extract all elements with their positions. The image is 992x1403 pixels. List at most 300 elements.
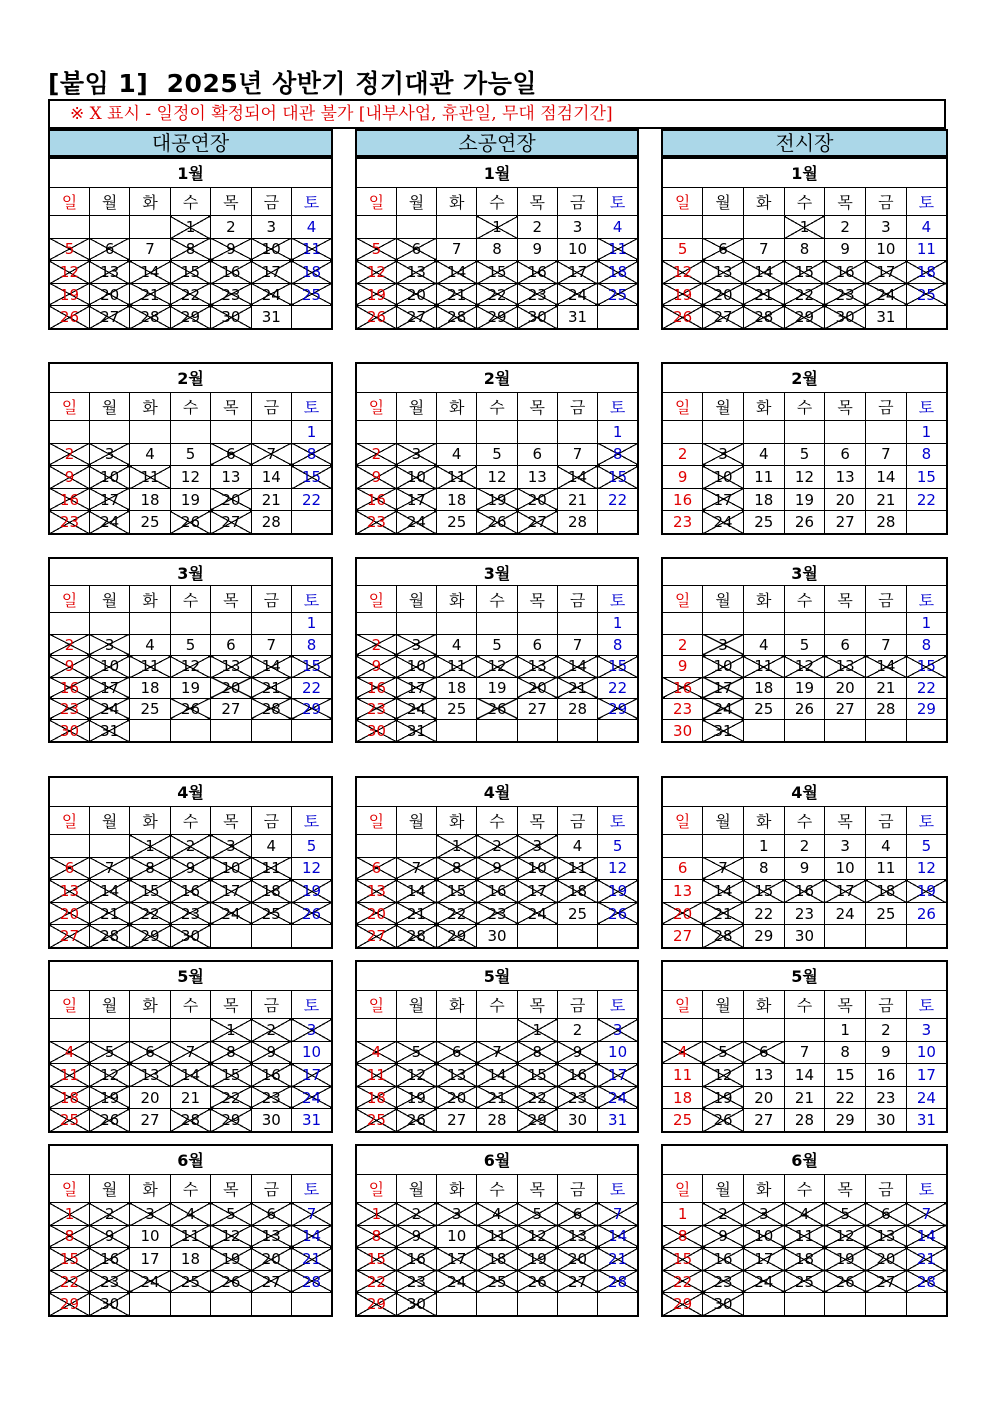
day-cell-unavailable: 26: [170, 698, 210, 719]
day-cell: 13: [662, 880, 703, 903]
day-cell-unavailable: 8: [517, 1041, 557, 1064]
day-cell-unavailable: 20: [89, 283, 129, 306]
day-cell-unavailable: 21: [437, 283, 477, 306]
weekday-header: 토: [906, 990, 947, 1019]
empty-cell: [211, 925, 251, 948]
day-cell: 7: [251, 634, 291, 655]
day-cell-unavailable: 24: [251, 283, 291, 306]
day-cell-unavailable: 30: [211, 306, 251, 329]
day-cell-unavailable: 8: [598, 443, 638, 466]
day-cell-unavailable: 9: [211, 238, 251, 261]
day-cell-unavailable: 24: [437, 1270, 477, 1293]
day-cell: 12: [598, 857, 638, 880]
weekday-header: 금: [557, 187, 597, 216]
empty-cell: [396, 613, 436, 634]
day-cell-unavailable: 25: [906, 283, 947, 306]
empty-cell: [866, 1293, 907, 1316]
day-cell: 5: [170, 634, 210, 655]
weekday-header: 금: [557, 1174, 597, 1203]
day-cell: 19: [170, 677, 210, 698]
day-cell: 25: [743, 511, 784, 534]
calendar-small-hall-month-6: [355, 1144, 639, 1317]
day-cell-unavailable: 17: [89, 488, 129, 511]
empty-cell: [437, 1019, 477, 1042]
day-cell: 29: [906, 698, 947, 719]
day-cell: 25: [437, 511, 477, 534]
day-cell: 2: [784, 835, 825, 858]
day-cell: 1: [662, 1203, 703, 1226]
empty-cell: [89, 1019, 129, 1042]
weekday-header: 목: [825, 990, 866, 1019]
day-cell-unavailable: 13: [825, 656, 866, 677]
day-cell-unavailable: 27: [356, 925, 396, 948]
day-cell-unavailable: 26: [170, 511, 210, 534]
day-cell-unavailable: 22: [130, 902, 170, 925]
day-cell-unavailable: 2: [356, 634, 396, 655]
empty-cell: [251, 1293, 291, 1316]
day-cell-unavailable: 6: [703, 238, 744, 261]
day-cell-unavailable: 14: [292, 1225, 332, 1248]
empty-cell: [396, 421, 436, 444]
day-cell-unavailable: 17: [743, 1248, 784, 1271]
empty-cell: [784, 421, 825, 444]
day-cell: 31: [598, 1109, 638, 1132]
empty-cell: [130, 1293, 170, 1316]
empty-cell: [703, 421, 744, 444]
day-cell: 4: [130, 443, 170, 466]
day-cell-unavailable: 7: [477, 1041, 517, 1064]
day-cell: 13: [517, 466, 557, 489]
day-cell-unavailable: 8: [130, 857, 170, 880]
day-cell-unavailable: 16: [211, 261, 251, 284]
calendar-small-hall-month-1: [355, 157, 639, 330]
day-cell-unavailable: 28: [251, 698, 291, 719]
day-cell-unavailable: 31: [396, 720, 436, 742]
day-cell-unavailable: 26: [89, 1109, 129, 1132]
weekday-header: 토: [292, 187, 332, 216]
day-cell-unavailable: 25: [49, 1109, 89, 1132]
day-cell: 31: [866, 306, 907, 329]
day-cell-unavailable: 6: [356, 857, 396, 880]
weekday-header: 목: [825, 806, 866, 835]
weekday-header: 목: [825, 1174, 866, 1203]
day-cell-unavailable: 20: [703, 283, 744, 306]
day-cell-unavailable: 25: [598, 283, 638, 306]
day-cell-unavailable: 19: [49, 283, 89, 306]
weekday-header: 화: [437, 187, 477, 216]
weekday-header: 화: [130, 586, 170, 613]
weekday-header: 월: [703, 392, 744, 421]
weekday-header: 금: [557, 806, 597, 835]
weekday-header: 수: [170, 586, 210, 613]
month-label: 5월: [662, 961, 947, 990]
day-cell-unavailable: 10: [211, 857, 251, 880]
empty-cell: [906, 511, 947, 534]
weekday-header: 금: [251, 187, 291, 216]
day-cell-unavailable: 17: [598, 1064, 638, 1087]
weekday-header: 월: [89, 990, 129, 1019]
day-cell-unavailable: 15: [437, 880, 477, 903]
day-cell-unavailable: 24: [557, 283, 597, 306]
weekday-header: 일: [356, 806, 396, 835]
day-cell-unavailable: 4: [662, 1041, 703, 1064]
day-cell-unavailable: 15: [662, 1248, 703, 1271]
day-cell: 7: [784, 1041, 825, 1064]
weekday-header: 일: [49, 586, 89, 613]
weekday-header: 토: [598, 990, 638, 1019]
day-cell: 2: [517, 216, 557, 239]
day-cell-unavailable: 11: [130, 656, 170, 677]
empty-cell: [170, 1293, 210, 1316]
day-cell-unavailable: 13: [211, 656, 251, 677]
day-cell-unavailable: 23: [825, 283, 866, 306]
day-cell: 30: [251, 1109, 291, 1132]
day-cell: 27: [211, 698, 251, 719]
empty-cell: [825, 925, 866, 948]
empty-cell: [396, 216, 436, 239]
day-cell-unavailable: 19: [598, 880, 638, 903]
day-cell-unavailable: 9: [251, 1041, 291, 1064]
day-cell-unavailable: 22: [477, 283, 517, 306]
day-cell-unavailable: 13: [130, 1064, 170, 1087]
day-cell-unavailable: 21: [703, 902, 744, 925]
day-cell-unavailable: 9: [557, 1041, 597, 1064]
weekday-header: 수: [170, 990, 210, 1019]
day-cell-unavailable: 19: [703, 1086, 744, 1109]
day-cell: 5: [170, 443, 210, 466]
day-cell-unavailable: 18: [557, 880, 597, 903]
day-cell: 1: [292, 613, 332, 634]
day-cell-unavailable: 16: [517, 261, 557, 284]
day-cell: 12: [906, 857, 947, 880]
day-cell-unavailable: 31: [89, 720, 129, 742]
empty-cell: [743, 613, 784, 634]
day-cell-unavailable: 3: [89, 634, 129, 655]
day-cell-unavailable: 3: [130, 1203, 170, 1226]
day-cell: 26: [784, 698, 825, 719]
day-cell-unavailable: 4: [356, 1041, 396, 1064]
day-cell-unavailable: 22: [356, 1270, 396, 1293]
day-cell: 9: [825, 238, 866, 261]
day-cell: 18: [662, 1086, 703, 1109]
month-label: 1월: [662, 158, 947, 187]
day-cell-unavailable: 18: [598, 261, 638, 284]
day-cell-unavailable: 28: [598, 1270, 638, 1293]
weekday-header: 일: [49, 806, 89, 835]
day-cell-unavailable: 12: [396, 1064, 436, 1087]
day-cell-unavailable: 21: [89, 902, 129, 925]
day-cell: 11: [866, 857, 907, 880]
day-cell: 4: [743, 443, 784, 466]
day-cell-unavailable: 29: [130, 925, 170, 948]
day-cell: 19: [170, 488, 210, 511]
weekday-header: 월: [703, 586, 744, 613]
day-cell-unavailable: 14: [557, 656, 597, 677]
empty-cell: [703, 613, 744, 634]
day-cell: 10: [437, 1225, 477, 1248]
day-cell-unavailable: 18: [906, 261, 947, 284]
day-cell-unavailable: 21: [906, 1248, 947, 1271]
day-cell: 21: [866, 488, 907, 511]
calendar-small-hall-month-5: [355, 960, 639, 1133]
day-cell: 8: [784, 238, 825, 261]
day-cell-unavailable: 31: [703, 720, 744, 742]
empty-cell: [251, 720, 291, 742]
day-cell-unavailable: 6: [557, 1203, 597, 1226]
day-cell-unavailable: 23: [356, 511, 396, 534]
weekday-header: 일: [662, 990, 703, 1019]
day-cell-unavailable: 24: [211, 902, 251, 925]
weekday-header: 금: [866, 392, 907, 421]
day-cell: 3: [906, 1019, 947, 1042]
weekday-header: 금: [251, 990, 291, 1019]
month-label: 2월: [662, 363, 947, 392]
empty-cell: [743, 216, 784, 239]
month-label: 3월: [356, 558, 638, 586]
day-cell: 12: [477, 466, 517, 489]
day-cell-unavailable: 29: [784, 306, 825, 329]
day-cell-unavailable: 13: [517, 656, 557, 677]
day-cell: 13: [211, 466, 251, 489]
empty-cell: [292, 306, 332, 329]
day-cell-unavailable: 30: [825, 306, 866, 329]
day-cell-unavailable: 16: [170, 880, 210, 903]
empty-cell: [251, 613, 291, 634]
day-cell-unavailable: 28: [437, 306, 477, 329]
day-cell-unavailable: 27: [211, 511, 251, 534]
day-cell-unavailable: 20: [49, 902, 89, 925]
weekday-header: 수: [784, 990, 825, 1019]
day-cell: 8: [743, 857, 784, 880]
weekday-header: 목: [211, 586, 251, 613]
calendar-exhibition-month-3: [661, 557, 948, 743]
day-cell-unavailable: 29: [356, 1293, 396, 1316]
day-cell-unavailable: 22: [784, 283, 825, 306]
day-cell-unavailable: 8: [170, 238, 210, 261]
day-cell-unavailable: 14: [598, 1225, 638, 1248]
weekday-header: 일: [49, 990, 89, 1019]
day-cell: 2: [662, 443, 703, 466]
day-cell: 17: [130, 1248, 170, 1271]
day-cell-unavailable: 28: [396, 925, 436, 948]
day-cell: 31: [251, 306, 291, 329]
weekday-header: 화: [743, 392, 784, 421]
weekday-header: 일: [662, 392, 703, 421]
empty-cell: [598, 306, 638, 329]
day-cell: 22: [825, 1086, 866, 1109]
weekday-header: 화: [130, 187, 170, 216]
day-cell-unavailable: 16: [557, 1064, 597, 1087]
weekday-header: 일: [662, 586, 703, 613]
weekday-header: 화: [130, 990, 170, 1019]
month-label: 3월: [662, 558, 947, 586]
day-cell-unavailable: 27: [557, 1270, 597, 1293]
day-cell-unavailable: 18: [356, 1086, 396, 1109]
day-cell: 10: [866, 238, 907, 261]
day-cell-unavailable: 16: [784, 880, 825, 903]
weekday-header: 토: [906, 806, 947, 835]
day-cell-unavailable: 11: [170, 1225, 210, 1248]
empty-cell: [662, 216, 703, 239]
day-cell: 10: [130, 1225, 170, 1248]
day-cell: 2: [662, 634, 703, 655]
weekday-header: 월: [703, 1174, 744, 1203]
empty-cell: [356, 1019, 396, 1042]
day-cell: 8: [906, 634, 947, 655]
day-cell: 7: [743, 238, 784, 261]
day-cell: 18: [130, 488, 170, 511]
day-cell-unavailable: 2: [356, 443, 396, 466]
empty-cell: [170, 720, 210, 742]
empty-cell: [211, 421, 251, 444]
day-cell-unavailable: 19: [517, 1248, 557, 1271]
day-cell-unavailable: 3: [89, 443, 129, 466]
day-cell-unavailable: 17: [866, 261, 907, 284]
day-cell: 8: [906, 443, 947, 466]
day-cell-unavailable: 7: [598, 1203, 638, 1226]
calendar-exhibition-month-2: [661, 362, 948, 535]
day-cell-unavailable: 7: [396, 857, 436, 880]
empty-cell: [598, 925, 638, 948]
weekday-header: 수: [477, 392, 517, 421]
day-cell-unavailable: 9: [703, 1225, 744, 1248]
weekday-header: 월: [396, 1174, 436, 1203]
empty-cell: [89, 421, 129, 444]
day-cell: 30: [662, 720, 703, 742]
day-cell-unavailable: 12: [477, 656, 517, 677]
day-cell-unavailable: 17: [703, 488, 744, 511]
day-cell-unavailable: 12: [49, 261, 89, 284]
day-cell-unavailable: 15: [356, 1248, 396, 1271]
day-cell-unavailable: 30: [49, 720, 89, 742]
empty-cell: [437, 216, 477, 239]
day-cell: 10: [557, 238, 597, 261]
day-cell-unavailable: 16: [477, 880, 517, 903]
day-cell: 5: [477, 443, 517, 466]
day-cell-unavailable: 18: [49, 1086, 89, 1109]
weekday-header: 화: [437, 806, 477, 835]
day-cell-unavailable: 26: [825, 1270, 866, 1293]
empty-cell: [517, 1293, 557, 1316]
day-cell-unavailable: 20: [517, 488, 557, 511]
day-cell: 21: [170, 1086, 210, 1109]
calendar-large-hall-month-2: [48, 362, 333, 535]
day-cell-unavailable: 5: [703, 1041, 744, 1064]
day-cell-unavailable: 1: [170, 216, 210, 239]
day-cell-unavailable: 6: [89, 238, 129, 261]
day-cell-unavailable: 11: [437, 656, 477, 677]
weekday-header: 월: [89, 392, 129, 421]
weekday-header: 수: [477, 990, 517, 1019]
empty-cell: [130, 1019, 170, 1042]
weekday-header: 토: [292, 586, 332, 613]
weekday-header: 금: [866, 806, 907, 835]
day-cell: 10: [906, 1041, 947, 1064]
day-cell: 18: [437, 677, 477, 698]
day-cell: 19: [784, 488, 825, 511]
day-cell-unavailable: 29: [211, 1109, 251, 1132]
calendar-large-hall-month-5: [48, 960, 333, 1133]
day-cell-unavailable: 14: [437, 261, 477, 284]
day-cell-unavailable: 11: [557, 857, 597, 880]
empty-cell: [170, 1019, 210, 1042]
empty-cell: [292, 720, 332, 742]
day-cell: 20: [825, 677, 866, 698]
empty-cell: [396, 835, 436, 858]
empty-cell: [784, 613, 825, 634]
empty-cell: [743, 421, 784, 444]
day-cell-unavailable: 23: [211, 283, 251, 306]
day-cell-unavailable: 30: [89, 1293, 129, 1316]
weekday-header: 수: [170, 1174, 210, 1203]
day-cell: 4: [743, 634, 784, 655]
day-cell: 4: [130, 634, 170, 655]
month-label: 5월: [49, 961, 332, 990]
empty-cell: [743, 1293, 784, 1316]
day-cell-unavailable: 7: [170, 1041, 210, 1064]
day-cell-unavailable: 22: [211, 1086, 251, 1109]
weekday-header: 일: [356, 392, 396, 421]
month-label: 4월: [49, 777, 332, 806]
day-cell-unavailable: 8: [662, 1225, 703, 1248]
empty-cell: [662, 613, 703, 634]
day-cell-unavailable: 23: [170, 902, 210, 925]
day-cell-unavailable: 6: [866, 1203, 907, 1226]
day-cell-unavailable: 17: [211, 880, 251, 903]
day-cell: 12: [170, 466, 210, 489]
day-cell-unavailable: 18: [784, 1248, 825, 1271]
day-cell: 22: [598, 488, 638, 511]
day-cell-unavailable: 19: [356, 283, 396, 306]
calendar-small-hall-month-2: [355, 362, 639, 535]
day-cell: 23: [784, 902, 825, 925]
day-cell: 12: [292, 857, 332, 880]
day-cell-unavailable: 9: [49, 656, 89, 677]
day-cell: 11: [743, 466, 784, 489]
day-cell-unavailable: 10: [89, 466, 129, 489]
day-cell: 20: [130, 1086, 170, 1109]
day-cell-unavailable: 9: [49, 466, 89, 489]
day-cell: 5: [784, 634, 825, 655]
day-cell-unavailable: 15: [211, 1064, 251, 1087]
day-cell-unavailable: 14: [396, 880, 436, 903]
empty-cell: [477, 421, 517, 444]
day-cell-unavailable: 9: [356, 656, 396, 677]
day-cell-unavailable: 9: [170, 857, 210, 880]
day-cell-unavailable: 17: [825, 880, 866, 903]
day-cell: 2: [866, 1019, 907, 1042]
day-cell-unavailable: 15: [292, 656, 332, 677]
day-cell-unavailable: 16: [356, 677, 396, 698]
day-cell-unavailable: 21: [396, 902, 436, 925]
day-cell-unavailable: 10: [703, 466, 744, 489]
day-cell-unavailable: 30: [517, 306, 557, 329]
day-cell-unavailable: 15: [906, 656, 947, 677]
day-cell: 6: [825, 634, 866, 655]
day-cell-unavailable: 19: [477, 488, 517, 511]
day-cell-unavailable: 1: [211, 1019, 251, 1042]
empty-cell: [130, 421, 170, 444]
day-cell-unavailable: 7: [251, 443, 291, 466]
day-cell-unavailable: 10: [251, 238, 291, 261]
day-cell: 1: [825, 1019, 866, 1042]
empty-cell: [49, 835, 89, 858]
day-cell-unavailable: 23: [396, 1270, 436, 1293]
day-cell-unavailable: 28: [743, 306, 784, 329]
day-cell-unavailable: 8: [356, 1225, 396, 1248]
day-cell-unavailable: 18: [866, 880, 907, 903]
day-cell-unavailable: 25: [170, 1270, 210, 1293]
